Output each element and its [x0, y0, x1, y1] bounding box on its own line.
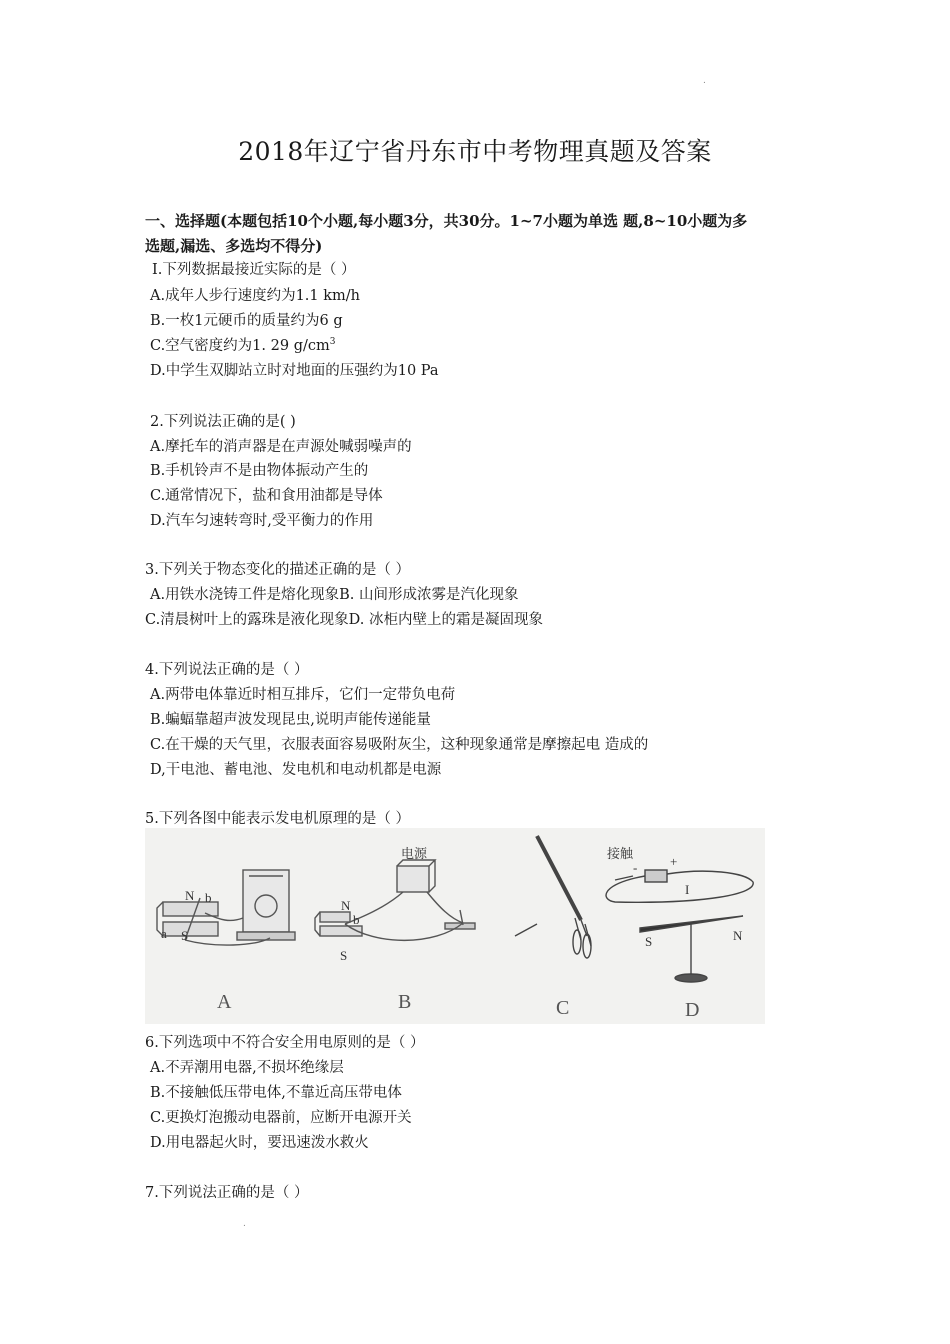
q1-stem: I.下列数据最接近实际的是（ ） — [152, 262, 356, 278]
q2-option-b: B.手机铃声不是由物体振动产生的 — [150, 463, 369, 479]
figure-a-pole-s: S — [181, 928, 189, 943]
q3-stem: 3.下列关于物态变化的描述正确的是（ ） — [145, 562, 410, 578]
section-heading-line-2: 选题,漏选、多选均不得分) — [145, 237, 323, 255]
figure-b-letter-b: b — [353, 912, 360, 927]
q3-option-ab: A.用铁水浇铸工件是熔化现象B. 山间形成浓雾是汽化现象 — [150, 587, 519, 603]
figure-b-apparatus — [315, 860, 475, 940]
figure-a-label: A — [217, 991, 232, 1013]
q1-option-c-superscript: 3 — [329, 337, 336, 348]
figure-b-power-label: 电源 — [401, 847, 428, 862]
q6-option-d: D.用电器起火时，要迅速泼水救火 — [150, 1135, 369, 1151]
figure-d-minus: - — [633, 860, 638, 875]
figure-c-apparatus — [515, 836, 591, 958]
q3-option-cd: C.清晨树叶上的露珠是液化现象D. 冰柜内壁上的霜是凝固现象 — [145, 612, 544, 628]
bottom-mark: . — [243, 1219, 246, 1229]
q1-option-a: A.成年人步行速度约为1.1 km/h — [150, 288, 361, 304]
figure-b-pole-s: S — [340, 948, 348, 963]
q2-option-a: A.摩托车的消声器是在声源处喊弱噪声的 — [150, 439, 412, 455]
figure-a-letter-b: b — [205, 890, 212, 905]
q2-option-c: C.通常情况下，盐和食用油都是导体 — [150, 488, 383, 504]
q5-figure — [145, 828, 765, 1024]
q2-option-d: D.汽车匀速转弯时,受平衡力的作用 — [150, 513, 374, 529]
q1-option-d: D.中学生双脚站立时对地面的压强约为10 Pa — [150, 363, 439, 379]
section-heading-line-1: 一、选择题(本题包括10个小题,每小题3分，共30分。1~7小题为单选 题,8~10小题为多 — [145, 212, 748, 230]
page-title: 2018年辽宁省丹东市中考物理真题及答案 — [238, 137, 712, 166]
figure-a-pole-n: N — [185, 888, 195, 903]
figure-d-apparatus — [606, 870, 753, 982]
figure-b-label: B — [398, 991, 412, 1013]
q6-option-c: C.更换灯泡搬动电器前，应断开电源开关 — [150, 1110, 412, 1126]
figure-c-label: C — [556, 997, 570, 1019]
figure-d-current: I — [685, 882, 690, 897]
q4-option-c: C.在干燥的天气里，衣服表面容易吸附灰尘，这种现象通常是摩擦起电 造成的 — [150, 737, 649, 753]
section-heading — [145, 209, 825, 259]
figure-a-apparatus — [157, 870, 295, 945]
figure-d-pole-n: N — [733, 928, 743, 943]
q6-stem: 6.下列选项中不符合安全用电原则的是（ ） — [145, 1035, 425, 1051]
figure-b-pole-n: N — [341, 898, 351, 913]
q6-option-a: A.不弄潮用电器,不损坏绝缘层 — [150, 1060, 344, 1076]
q6-option-b: B.不接触低压带电体,不靠近高压带电体 — [150, 1085, 402, 1101]
q4-option-a: A.两带电体靠近时相互排斥，它们一定带负电荷 — [150, 687, 456, 703]
q4-stem: 4.下列说法正确的是（ ） — [145, 662, 309, 678]
figure-d-label: D — [685, 999, 700, 1021]
figure-a-letter-a: a — [161, 926, 167, 941]
figure-d-plus: + — [670, 854, 678, 869]
q4-option-d: D,干电池、蓄电池、发电机和电动机都是电源 — [150, 762, 442, 778]
q4-option-b: B.蝙蝠靠超声波发现昆虫,说明声能传递能量 — [150, 712, 431, 728]
figure-d-pole-s: S — [645, 934, 653, 949]
figure-d-contact-label: 接触 — [607, 847, 634, 862]
q1-option-c — [150, 334, 335, 355]
q1-option-b: B.一枚1元硬币的质量约为6 g — [150, 313, 343, 329]
q5-stem: 5.下列各图中能表示发电机原理的是（ ） — [145, 811, 410, 827]
q7-stem: 7.下列说法正确的是（ ） — [145, 1185, 309, 1201]
q5-figure-svg — [145, 828, 765, 1024]
q1-option-c-text: C.空气密度约为1. 29 g/cm — [150, 338, 330, 354]
q2-stem: 2.下列说法正确的是( ) — [150, 414, 296, 430]
corner-mark: . — [703, 76, 706, 86]
